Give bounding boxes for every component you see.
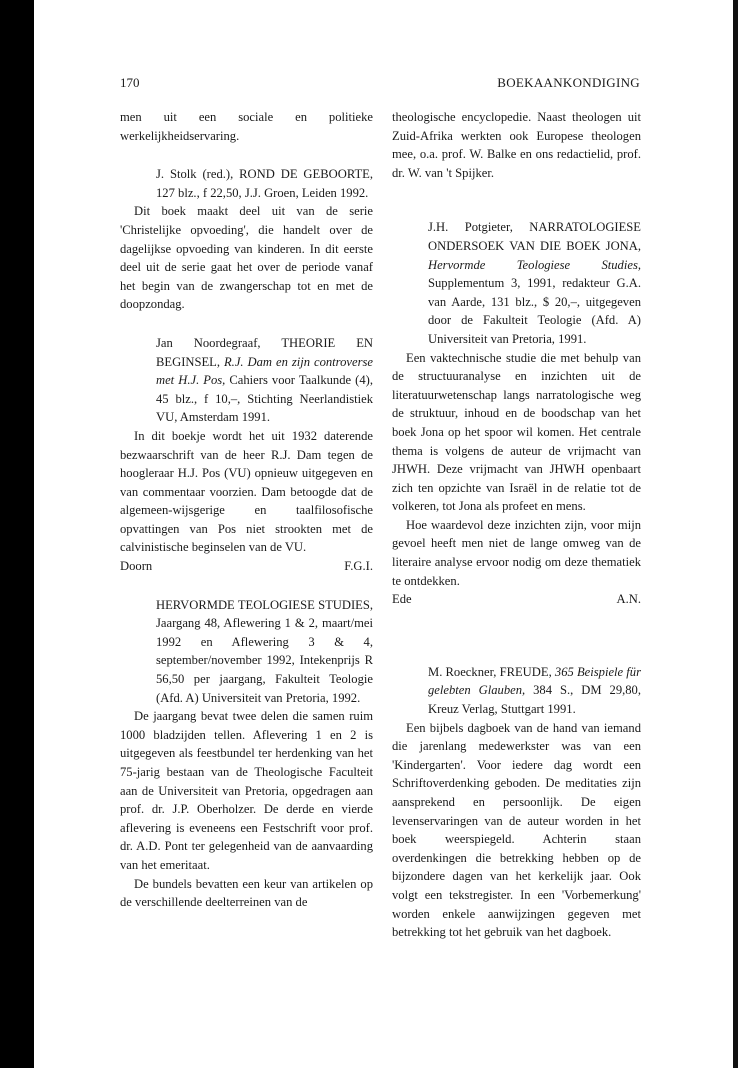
scan-border-left bbox=[0, 0, 34, 1068]
signature-initials: F.G.I. bbox=[344, 559, 373, 574]
review-potgieter-body-1: Een vaktechnische studie die met behulp van de structuuranalyse en inzichten uit de literatuurwetenschap langs narratologische weg de struktuur, inhoud en de boodschap van het boek Jona op het spoor wil komen. Het centrale thema is volgens de auteur de vrijmacht van JHWH. Deze vrijmacht van JHWH openbaart zich ten opzichte van Israël in de relatie tot de volkeren, tot Jona als profeet en mens. bbox=[392, 350, 641, 514]
citation-text: Cahiers voor Taalkunde (4), 45 blz., f 10,–, Stichting Neerlandistiek VU, Amsterdam 1991. bbox=[156, 373, 373, 425]
review-noordegraaf-citation bbox=[120, 334, 373, 427]
intro-tail-paragraph: men uit een sociale en politieke werkelijkheidservaring. bbox=[120, 110, 373, 143]
left-column bbox=[120, 108, 373, 912]
review-hts-body-2: De bundels bevatten een keur van artikelen op de verschillende deelterreinen van de bbox=[120, 876, 373, 910]
citation-text: 384 S., DM 29,80, Kreuz Verlag, Stuttgart 1991. bbox=[428, 683, 642, 717]
review-potgieter-signature bbox=[392, 590, 641, 609]
review-roeckner-citation bbox=[392, 663, 641, 719]
review-stolk-body: Dit boek maakt deel uit van de serie 'Christelijke opvoeding', die handelt over de dagelijkse opvoeding van kinderen. In dit eerste deel uit de serie gaat het over de periode vanaf het begin van de zwangerschap tot en met de doopzondag. bbox=[120, 204, 373, 312]
citation-text: J.H. Potgieter, NARRATOLOGIESE ONDERSOEK VAN DIE BOEK JONA, bbox=[428, 220, 641, 253]
scan-border-right bbox=[733, 0, 738, 1068]
review-potgieter-citation bbox=[392, 218, 641, 348]
review-noordegraaf-body: In dit boekje wordt het uit 1932 daterende bezwaarschrift van de heer R.J. Dam tegen de hoogleraar H.J. Pos (VU) opnieuw uitgegeven en van commentaar voorzien. Dam betoogde dat de algemeen-wijsgerige en taalfilosofische opvattingen van Pos niet strookten met de calvinistische beginselen van de VU. bbox=[120, 428, 373, 555]
citation-text: Jan Noordegraaf, THEORIE EN BEGINSEL, bbox=[156, 335, 373, 369]
citation-text: Supplementum 3, 1991, redakteur G.A. van Aarde, 131 blz., $ 20,–, uitgegeven door de Fakulteit Teologie (Afd. A) Universiteit van Pretoria, 1991. bbox=[428, 276, 641, 346]
review-potgieter-body-2: Hoe waardevol deze inzichten zijn, voor mijn gevoel heeft men niet de lange omweg van de literaire analyse ervoor nodig om deze thematiek te ontdekken. bbox=[392, 517, 641, 588]
page-number: 170 bbox=[120, 75, 140, 90]
signature-place: Doorn bbox=[120, 559, 153, 574]
signature-place: Ede bbox=[392, 592, 412, 607]
review-stolk-citation: J. Stolk (red.), ROND DE GEBOORTE, 127 blz., f 22,50, J.J. Groen, Leiden 1992. bbox=[156, 167, 373, 200]
review-noordegraaf-signature bbox=[120, 557, 373, 576]
right-column bbox=[392, 108, 641, 942]
citation-text: M. Roeckner, FREUDE, bbox=[428, 664, 555, 679]
running-head: BOEKAANKONDIGING bbox=[497, 75, 640, 90]
review-roeckner-body: Een bijbels dagboek van de hand van iemand die jarenlang medewerkster was van een 'Kindergarten'. Voor iedere dag wordt een Schriftoverdenking geboden. De meditaties zijn aansprekend en persoonlijk. De eigen levenservaringen van de auteur worden in het boek weerspiegeld. Achterin staan overdenkingen die betrekking hebben op de bijzondere dagen van het kerkelijk jaar. Ook volgt een tekstregister. In een 'Vorbemerkung' worden enkele aanwijzingen gegeven met betrekking tot het gebruik van het dagboek. bbox=[392, 720, 641, 940]
review-hts-body-1: De jaargang bevat twee delen die samen ruim 1000 bladzijden tellen. Aflevering 1 en 2 is uitgegeven als feestbundel ter herdenking van het 75-jarig bestaan van de Theologische Faculteit aan de Universiteit van Pretoria, opgedragen aan prof. dr. J.P. Oberholzer. De derde en vierde aflevering is eveneens een Festschrift voor prof. dr. A.D. Pont ter gelegenheid van de aanvaarding van het emeritaat. bbox=[120, 709, 373, 872]
citation-italic-title: R.J. Dam en zijn controverse met H.J. Pos, bbox=[156, 354, 373, 388]
review-hts-citation: HERVORMDE TEOLOGIESE STUDIES, Jaargang 48, Aflewering 1 & 2, maart/mei 1992 en Aflewering 3 & 4, september/november 1992, Intekenprijs R 56,50 per jaargang, Fakulteit Teologie (Afd. A) Universiteit van Pretoria, 1992. bbox=[156, 597, 373, 705]
citation-italic-title: 365 Beispiele für gelebten Glauben, bbox=[428, 664, 641, 698]
citation-italic-title: Hervormde Teologiese Studies, bbox=[428, 257, 641, 272]
signature-initials: A.N. bbox=[616, 592, 641, 607]
review-hts-continuation: theologische encyclopedie. Naast theologen uit Zuid-Afrika werkten ook Europese theologen mee, o.a. prof. W. Balke en ons redactielid, prof. dr. W. van 't Spijker. bbox=[392, 110, 641, 180]
